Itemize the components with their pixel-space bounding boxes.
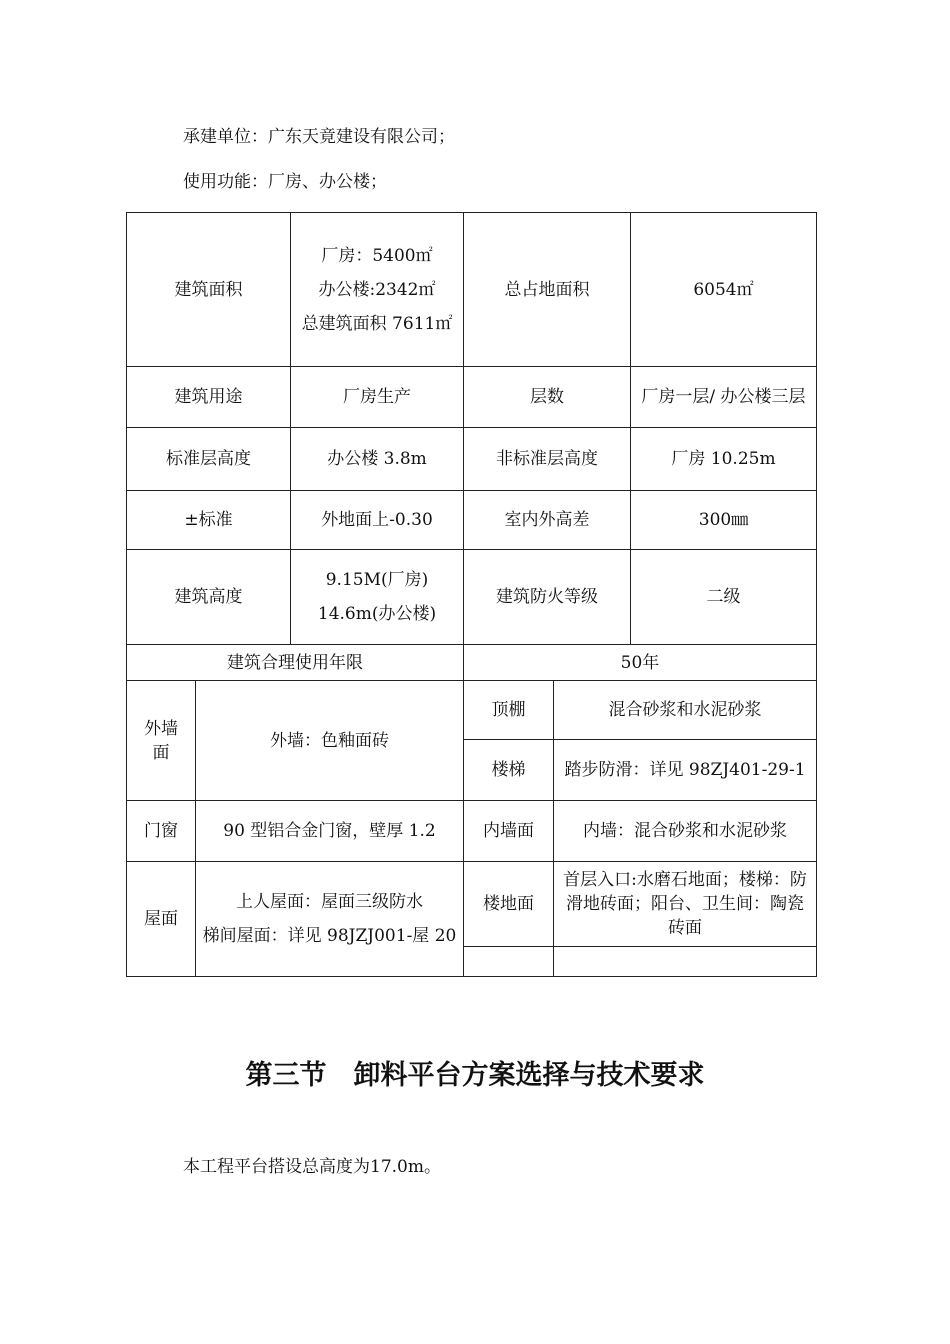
stairs-label: 楼梯 xyxy=(464,740,554,801)
building-height-label: 建筑高度 xyxy=(127,550,291,645)
storeys-value: 厂房一层/ 办公楼三层 xyxy=(631,367,817,428)
stair-roof: 梯间屋面：详见 98JZJ001-屋 20 xyxy=(202,926,457,946)
fire-rating-value: 二级 xyxy=(631,550,817,645)
doors-windows-label: 门窗 xyxy=(127,801,196,862)
contractor-line: 承建单位：广东天竟建设有限公司； xyxy=(183,127,455,147)
total-floor-area: 总建筑面积 7611㎡ xyxy=(301,313,453,334)
floor-finish-value: 首层入口:水磨石地面；楼梯：防滑地砖面；阳台、卫生间：陶瓷砖面 xyxy=(554,862,817,947)
interior-wall-value: 内墙：混合砂浆和水泥砂浆 xyxy=(554,801,817,862)
usage-value: 厂房生产 xyxy=(291,367,464,428)
fire-rating-label: 建筑防火等级 xyxy=(464,550,631,645)
standard-height-label: 标准层高度 xyxy=(127,428,291,491)
indoor-outdoor-diff-label: 室内外高差 xyxy=(464,491,631,550)
empty-cell xyxy=(554,947,817,977)
empty-cell xyxy=(464,947,554,977)
office-area: 办公楼:2342㎡ xyxy=(318,279,436,300)
stairs-value: 踏步防滑：详见 98ZJ401-29-1 xyxy=(554,740,817,801)
factory-area: 厂房：5400㎡ xyxy=(321,245,433,266)
indoor-outdoor-diff-value: 300㎜ xyxy=(631,491,817,550)
roof-label: 屋面 xyxy=(127,862,196,977)
floor-area-values xyxy=(291,213,464,367)
service-life-value: 50年 xyxy=(464,645,817,681)
section-heading: 第三节 卸料平台方案选择与技术要求 xyxy=(245,1060,705,1091)
standard-height-value: 办公楼 3.8m xyxy=(291,428,464,491)
floor-finish-label: 楼地面 xyxy=(464,862,554,947)
factory-height: 9.15M(厂房) xyxy=(325,570,429,590)
ceiling-label: 顶棚 xyxy=(464,681,554,740)
site-area-value: 6054㎡ xyxy=(631,213,817,367)
ceiling-value: 混合砂浆和水泥砂浆 xyxy=(554,681,817,740)
nonstandard-height-label: 非标准层高度 xyxy=(464,428,631,491)
platform-height-line: 本工程平台搭设总高度为17.0m。 xyxy=(183,1157,441,1177)
doors-windows-value: 90 型铝合金门窗，壁厚 1.2 xyxy=(196,801,464,862)
datum-label: ±标准 xyxy=(127,491,291,550)
site-area-label: 总占地面积 xyxy=(464,213,631,367)
service-life-label: 建筑合理使用年限 xyxy=(127,645,464,681)
function-line: 使用功能：厂房、办公楼； xyxy=(183,172,387,192)
nonstandard-height-value: 厂房 10.25m xyxy=(631,428,817,491)
interior-wall-label: 内墙面 xyxy=(464,801,554,862)
building-height-values xyxy=(291,550,464,645)
usage-label: 建筑用途 xyxy=(127,367,291,428)
exterior-wall-label: 外墙面 xyxy=(127,681,196,801)
floor-area-label: 建筑面积 xyxy=(127,213,291,367)
roof-values xyxy=(196,862,464,977)
datum-value: 外地面上-0.30 xyxy=(291,491,464,550)
accessible-roof: 上人屋面：屋面三级防水 xyxy=(236,892,423,912)
exterior-wall-value: 外墙：色釉面砖 xyxy=(196,681,464,801)
building-spec-table xyxy=(126,212,817,977)
office-height: 14.6m(办公楼) xyxy=(317,604,437,624)
storeys-label: 层数 xyxy=(464,367,631,428)
